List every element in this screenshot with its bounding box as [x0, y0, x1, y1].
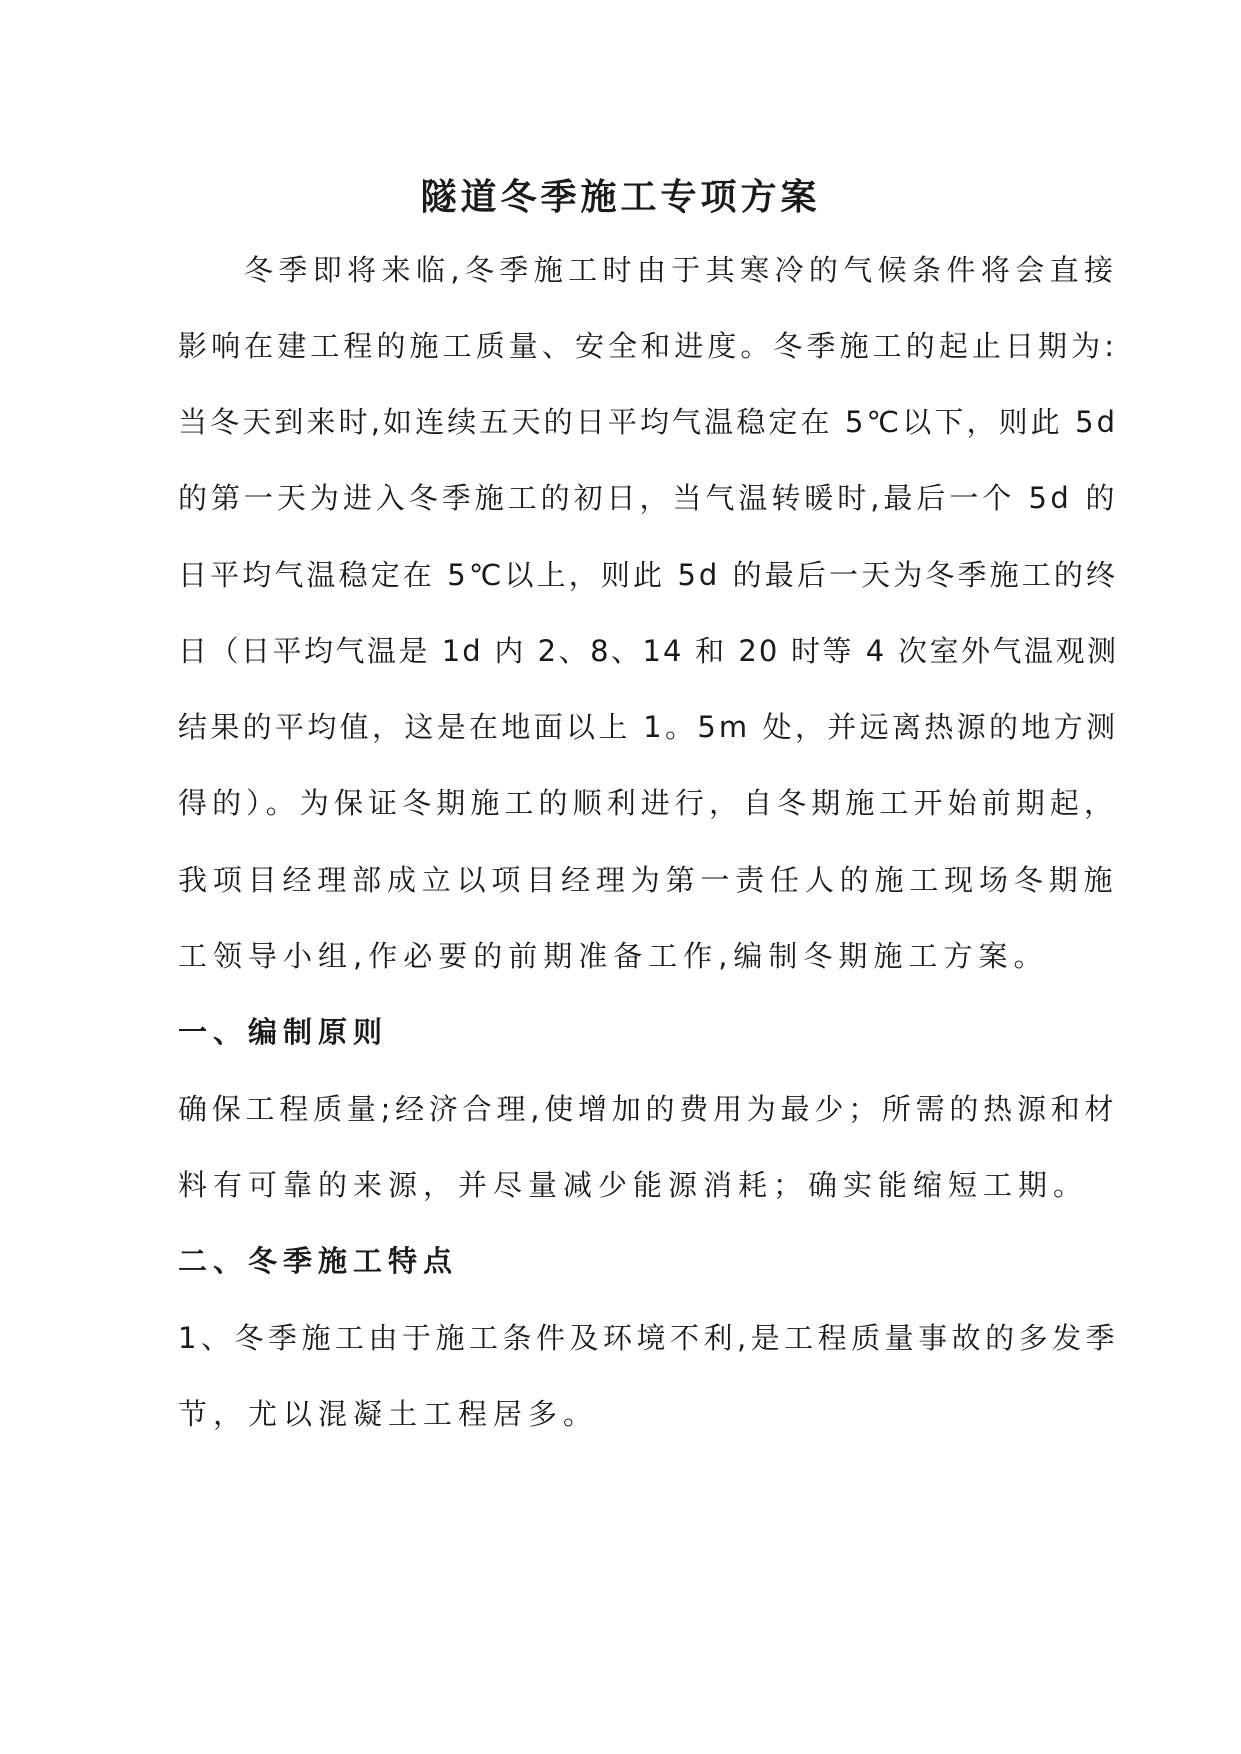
principles-line-2: 料有可靠的来源，并尽量减少能源消耗；确实能缩短工期。	[178, 1168, 1089, 1202]
intro-line-2: 影响在建工程的施工质量、安全和进度。冬季施工的起止日期为:	[178, 329, 1118, 363]
characteristics-line-1: 1、冬季施工由于施工条件及环境不利,是工程质量事故的多发季	[178, 1321, 1120, 1355]
intro-line-6: 日（日平均气温是 1d 内 2、8、14 和 20 时等 4 次室外气温观测	[178, 634, 1118, 668]
intro-line-7: 结果的平均值，这是在地面以上 1。5m 处，并远离热源的地方测	[178, 710, 1118, 744]
section-heading-characteristics: 二、冬季施工特点	[178, 1244, 459, 1278]
intro-line-5: 日平均气温稳定在 5℃以上，则此 5d 的最后一天为冬季施工的终	[178, 558, 1118, 592]
intro-line-4: 的第一天为进入冬季施工的初日，当气温转暖时,最后一个 5d 的	[178, 481, 1118, 515]
intro-line-1: 冬季即将来临,冬季施工时由于其寒冷的气候条件将会直接	[244, 253, 1118, 287]
intro-line-3: 当冬天到来时,如连续五天的日平均气温稳定在 5℃以下，则此 5d	[178, 405, 1118, 439]
section-heading-principles: 一、编制原则	[178, 1015, 389, 1049]
intro-line-10: 工领导小组,作必要的前期准备工作,编制冬期施工方案。	[178, 939, 1049, 973]
intro-line-9: 我项目经理部成立以项目经理为第一责任人的施工现场冬期施	[178, 863, 1118, 897]
intro-line-8: 得的）。为保证冬期施工的顺利进行，自冬期施工开始前期起，	[178, 786, 1118, 820]
characteristics-line-2: 节，尤以混凝土工程居多。	[178, 1397, 599, 1431]
document-title: 隧道冬季施工专项方案	[420, 176, 821, 218]
principles-line-1: 确保工程质量;经济合理,使增加的费用为最少；所需的热源和材	[178, 1092, 1118, 1126]
